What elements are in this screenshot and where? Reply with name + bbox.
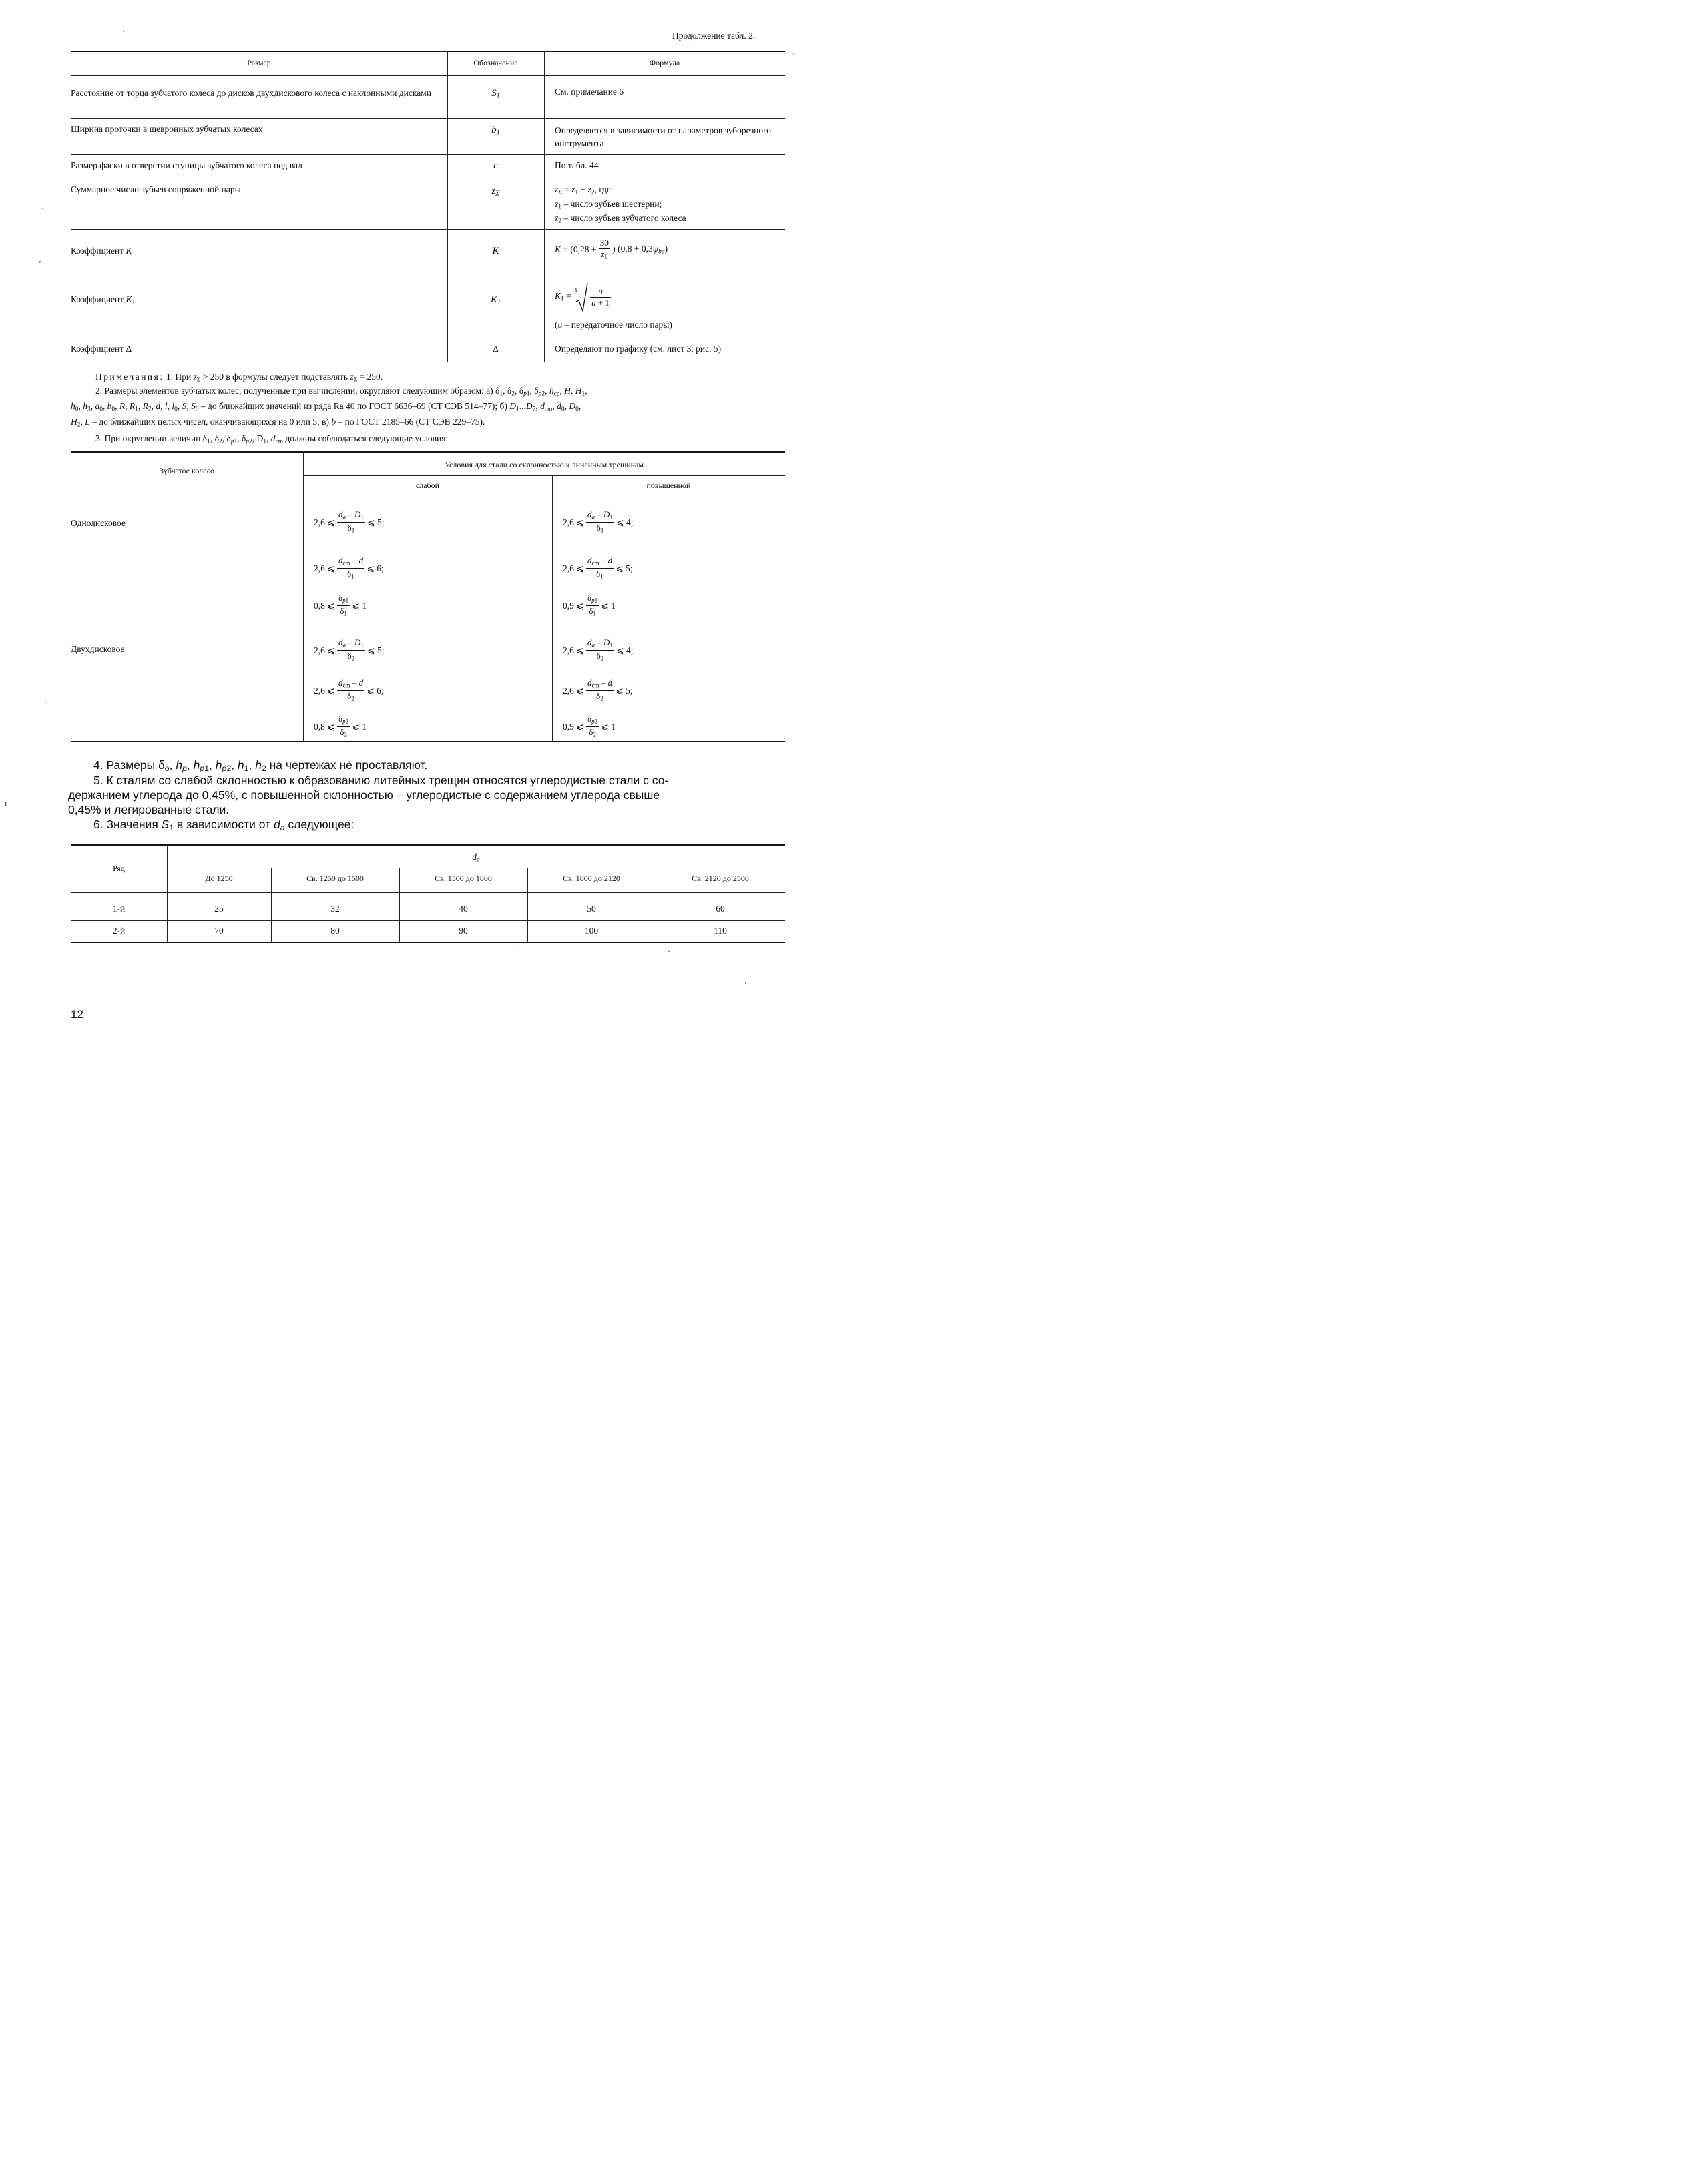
col-header-size: Размер (247, 58, 271, 67)
row-designation: $K_1$ (490, 294, 501, 306)
col-header-designation: Обозначение (473, 58, 518, 67)
condition-formula: 2,6 ⩽ $\frac{d_{cm} - d}{\delta_1}$ ⩽ 6; (314, 555, 384, 582)
row-size-text: Коэффициент K (71, 246, 132, 256)
col-header-high: повышенной (646, 481, 691, 490)
range-header: Св. 1800 до 2120 (563, 874, 620, 883)
table-cell: 100 (584, 926, 599, 936)
note-2-line-1: 2. Размеры элементов зубчатых колес, полученные при вычислении, округляют следующим образом: а) $\delta_1$, $\delta_2$, $\delta_{p1}$, $\delta_{p2}$, $h_{ср}$, H, $H_1$, (95, 386, 587, 398)
note-5-line-1: 5. К сталям со слабой склонностью к образованию литейных трещин относятся углеродистые стали с со- (93, 774, 669, 787)
cube-root-sign: 3 (573, 282, 588, 312)
table-cell: 40 (459, 904, 468, 914)
scan-speck: · (792, 49, 795, 59)
table-cell: 50 (587, 904, 596, 914)
condition-formula: 0,9 ⩽ $\frac{\delta_{p1}}{\delta_1}$ ⩽ 1 (563, 593, 616, 619)
condition-formula: 2,6 ⩽ $\frac{d_{cm} - d}{\delta_2}$ ⩽ 6; (314, 677, 384, 704)
scan-speck: · (44, 698, 47, 707)
range-header: Св. 2120 до 2500 (692, 874, 749, 883)
notes-label: Примечания: (95, 372, 164, 382)
table-cell: 70 (214, 926, 224, 936)
col-header-formula: Формула (649, 58, 680, 67)
continuation-label: Продолжение табл. 2. (672, 31, 756, 41)
condition-formula: 0,8 ⩽ $\frac{\delta_{p1}}{\delta_1}$ ⩽ 1 (314, 593, 367, 619)
row-designation: c (493, 160, 498, 171)
row-designation: $z_\Sigma$ (491, 186, 500, 198)
range-header: Св. 1500 до 1800 (435, 874, 492, 883)
scan-speck: ʼ (39, 259, 41, 268)
col-header-weak: слабой (415, 481, 440, 490)
range-header: Св. 1250 до 1500 (306, 874, 364, 883)
note-1: Примечания: 1. При $z_\Sigma > 250$ в формулы следует подставлять $z_\Sigma = 250$. (95, 372, 383, 384)
formula-note: (u – передаточное число пары) (555, 320, 672, 330)
condition-formula: 2,6 ⩽ $\frac{d_a - D_1}{\delta_2}$ ⩽ 5; (314, 637, 384, 664)
row-label: 2-й (112, 926, 126, 936)
note-2-line-3: $H_2$, L – до ближайших целых чисел, оканчивающихся на 0 или 5; в) b – по ГОСТ 2185–66 (СТ СЭВ 229–75). (71, 417, 485, 429)
row-size-text: Коэффициент $K_1$ (71, 294, 136, 306)
row-formula-text: По табл. 44 (555, 160, 599, 170)
table-cell: 60 (716, 904, 725, 914)
table-cell: 110 (714, 926, 727, 936)
row-size-text: Расстояние от торца зубчатого колеса до дисков двухдискового колеса с наклонными дисками (71, 88, 431, 98)
scan-speck: · (511, 943, 514, 952)
condition-formula: 2,6 ⩽ $\frac{d_a - D_1}{\delta_1}$ ⩽ 4; (563, 509, 633, 536)
row-size-text: Ширина проточки в шевронных зубчатых колесах (71, 124, 263, 134)
note-5-line-2: держанием углерода до 0,45%, с повышенной склонностью – углеродистые с содержанием углерода свыше (68, 788, 660, 802)
condition-formula: 0,9 ⩽ $\frac{\delta_{p2}}{\delta_2}$ ⩽ 1 (563, 714, 616, 740)
scan-speck: · (122, 27, 125, 36)
formula-line: $z_2$ – число зубьев зубчатого колеса (555, 213, 686, 225)
row-formula-text: Определяют по графику (см. лист 3, рис. 5) (555, 344, 722, 354)
table-cell: 90 (459, 926, 468, 936)
formula-k1: $K_1$ = 3 $\frac{u}{u + 1}$ (555, 282, 614, 312)
note-5-line-3: 0,45% и легированные стали. (68, 803, 230, 816)
note-4: 4. Размеры $\delta_о$, $h_p$, $h_{p1}$, $h_{p2}$, $h_1$, $h_2$ на чертежах не проставляют. (93, 758, 428, 774)
range-header: До 1250 (205, 874, 233, 883)
col-header-da: $d_a$ (472, 852, 480, 864)
row-size-text: Суммарное число зубьев сопряженной пары (71, 184, 241, 194)
formula-line: $z_\Sigma = z_1 + z_2$, где (555, 184, 611, 196)
row-designation: $S_1$ (491, 88, 500, 100)
page-number: 12 (71, 1008, 83, 1021)
condition-formula: 2,6 ⩽ $\frac{d_a - D_1}{\delta_1}$ ⩽ 5; (314, 509, 384, 536)
note-2-line-2: $h_0$, $h_3$, $a_0$, $b_0$, R, $R_1$, $R_2$, d, l, $l_0$, S, $S_0$ – до ближайших значений из ряда Ra 40 по ГОСТ 6636–69 (СТ СЭВ 514–77); б) $D_1...D_7$, $d_{cm}$, $d_0$, $D_0$, (71, 401, 581, 413)
condition-formula: 0,8 ⩽ $\frac{\delta_{p2}}{\delta_2}$ ⩽ 1 (314, 714, 367, 740)
col-header-row: Ряд (113, 864, 125, 873)
row-label: 1-й (112, 904, 126, 914)
note-6: 6. Значения $S_1$ в зависимости от $d_a$ следующее: (93, 818, 354, 833)
table-cell: 32 (330, 904, 340, 914)
scan-speck: ı (5, 798, 7, 808)
row-formula-text: См. примечание 6 (555, 87, 624, 97)
col-header-conditions: Условия для стали со склонностью к линейным трещинам (445, 460, 644, 469)
row-formula-text: Определяется в зависимости от параметров зуборезного инструмента (555, 125, 772, 148)
scan-speck: · (41, 204, 44, 213)
scan-speck: · (668, 946, 670, 956)
condition-formula: 2,6 ⩽ $\frac{d_a - D_1}{\delta_2}$ ⩽ 4; (563, 637, 633, 664)
row-designation: K (492, 246, 499, 256)
note-3: 3. При округлении величин $\delta_1$, $\delta_2$, $\delta_{p1}$, $\delta_{p2}$, $D_1$, $d_{cm}$ должны соблюдаться следующие условия: (95, 433, 449, 445)
table-cell: 80 (330, 926, 340, 936)
table-cell: 25 (214, 904, 224, 914)
col-header-gear: Зубчатое колесо (159, 466, 215, 475)
row-designation: $b_1$ (491, 125, 500, 137)
gear-type-label: Однодисковое (71, 518, 126, 528)
row-size-text: Коэффициент Δ (71, 344, 132, 354)
condition-formula: 2,6 ⩽ $\frac{d_{cm} - d}{\delta_1}$ ⩽ 5; (563, 555, 633, 582)
row-designation: Δ (493, 344, 499, 354)
condition-formula: 2,6 ⩽ $\frac{d_{cm} - d}{\delta_2}$ ⩽ 5; (563, 677, 633, 704)
formula-line: $z_1$ – число зубьев шестерни; (555, 199, 662, 211)
gear-type-label: Двухдисковое (71, 644, 125, 654)
scan-speck: ʼ (744, 980, 747, 989)
row-size-text: Размер фаски в отверстии ступицы зубчатого колеса под вал (71, 160, 302, 170)
formula-k: K = (0,28 + $\frac{30}{z_\Sigma}$ ) $(0,8 + 0,3\psi_{ba})$ (555, 238, 668, 262)
